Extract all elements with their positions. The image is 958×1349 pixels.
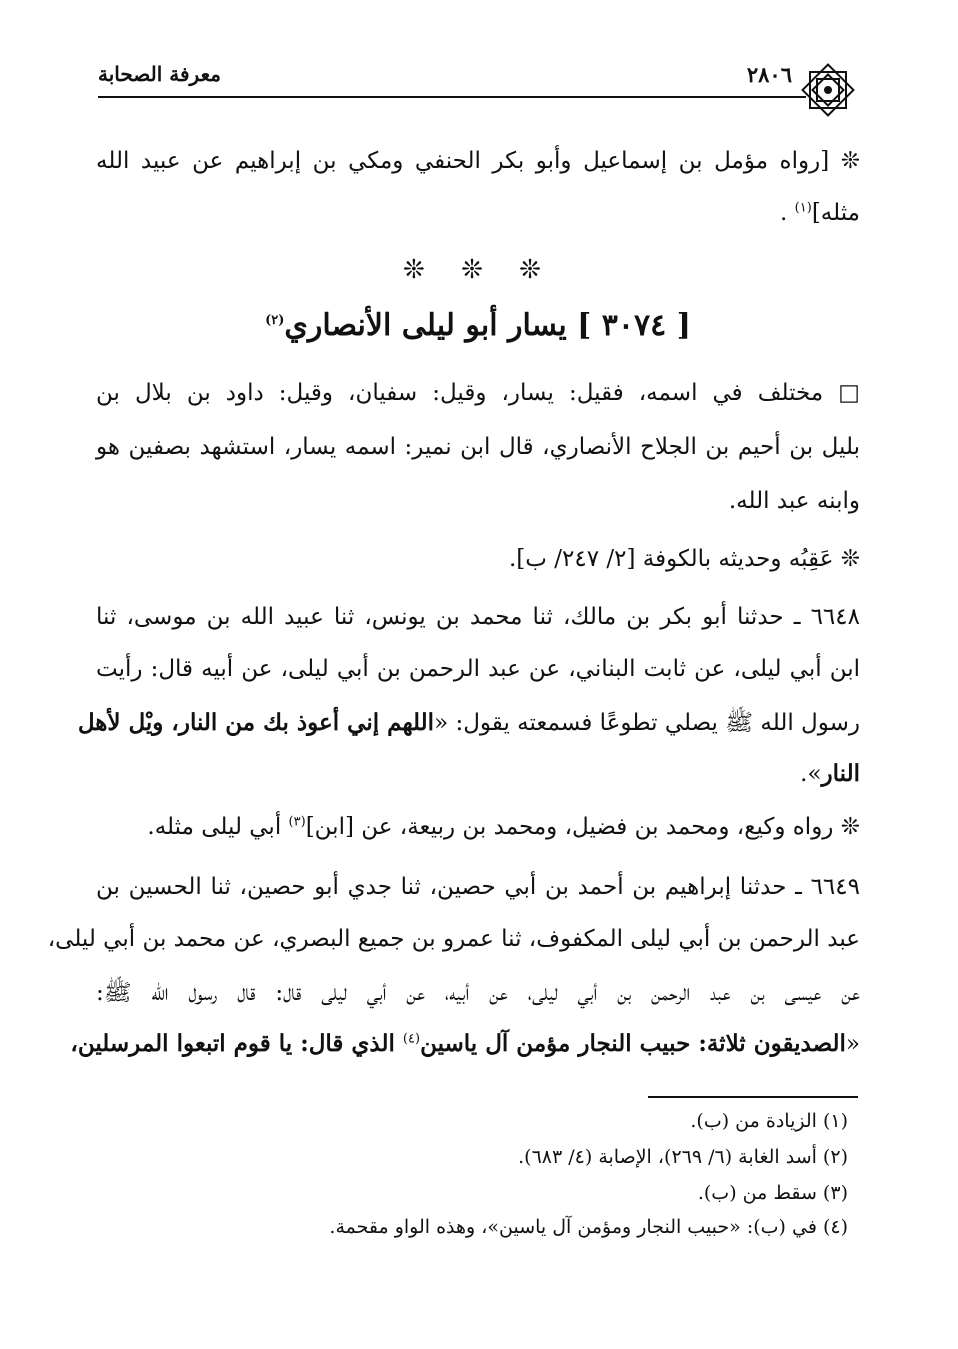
hadith-line: «الصديقون ثلاثة: حبيب النجار مؤمن آل ياسين$^{(٤)}$ الذي قال: يا قوم اتبعوا المرسلين، xyxy=(70,1030,860,1057)
running-title: معرفة الصحابة xyxy=(98,62,221,86)
intro-line-1: ❊ [رواه مؤمل بن إسماعيل وأبو بكر الحنفي ومكي بن إبراهيم عن عبيد الله xyxy=(96,148,860,174)
hadith-line: عن عيسى بن عبد الرحمن بن أبي ليلى، عن أبيه، عن أبي ليلى قال: قال رسول الله ﷺ: xyxy=(96,980,860,1006)
note-line: ❊ عَقِبُه وحديثه بالكوفة [٢/ ٢٤٧/ ب]. xyxy=(509,546,860,572)
entry-heading: [ ٣٠٧٤ ] يسار أبو ليلى الأنصاري$^{(٢)}$ xyxy=(265,308,691,343)
hadith-line: ٦٦٤٨ ـ حدثنا أبو بكر بن مالك، ثنا محمد بن يونس، ثنا عبيد الله بن موسى، ثنا xyxy=(96,604,860,630)
footnote-ref: (٤) xyxy=(402,1031,421,1047)
hadith-line: ابن أبي ليلى، عن ثابت البناني، عن عبد الرحمن بن أبي ليلى، عن أبيه قال: رأيت xyxy=(96,656,860,682)
footnote-ref: (١) xyxy=(794,200,812,216)
octagram-ornament-icon xyxy=(798,60,858,120)
page-number: ٢٨٠٦ xyxy=(746,62,792,87)
note-line: ❊ رواه وكيع، ومحمد بن فضيل، ومحمد بن ربيعة، عن [ابن]$^{(٣)}$ أبي ليلى مثله. xyxy=(147,814,860,840)
footnote-ref: (٢) xyxy=(265,313,285,328)
intro-line-2: مثله]$^{(١)}$ . xyxy=(780,200,860,226)
footnote: (٣) سقط من (ب). xyxy=(697,1182,848,1204)
section-separator: ❊ ❊ ❊ xyxy=(403,255,555,285)
hadith-line: رسول الله ﷺ يصلي تطوعًا فسمعته يقول: «اللهم إني أعوذ بك من النار، ويْل لأهل xyxy=(77,709,860,736)
hadith-line: ٦٦٤٩ ـ حدثنا إبراهيم بن أحمد بن أبي حصين، ثنا جدي أبو حصين، ثنا الحسين بن xyxy=(96,874,860,900)
header-rule xyxy=(98,96,806,98)
hadith-line: النار». xyxy=(800,760,860,787)
footnote-ref: (٣) xyxy=(288,814,306,830)
footnote-rule xyxy=(648,1096,858,1098)
page-header xyxy=(98,60,858,100)
footnote: (١) الزيادة من (ب). xyxy=(690,1110,848,1132)
paragraph-line: بليل بن أحيم بن الجلاح الأنصاري، قال ابن نمير: اسمه يسار، استشهد بصفين هو xyxy=(96,434,860,460)
paragraph-line: □ مختلف في اسمه، فقيل: يسار، وقيل: سفيان، وقيل: داود بن بلال بن xyxy=(96,380,860,406)
footnote: (٢) أسد الغابة (٦/ ٢٦٩)، الإصابة (٤/ ٦٨٣). xyxy=(518,1146,848,1168)
paragraph-line: وابنه عبد الله. xyxy=(728,488,860,514)
footnote: (٤) في (ب): «حبيب النجار ومؤمن آل ياسين»، وهذه الواو مقحمة. xyxy=(329,1216,848,1238)
hadith-line: عبد الرحمن بن أبي ليلى المكفوف، ثنا عمرو بن جميع البصري، عن محمد بن أبي ليلى، xyxy=(47,926,860,952)
